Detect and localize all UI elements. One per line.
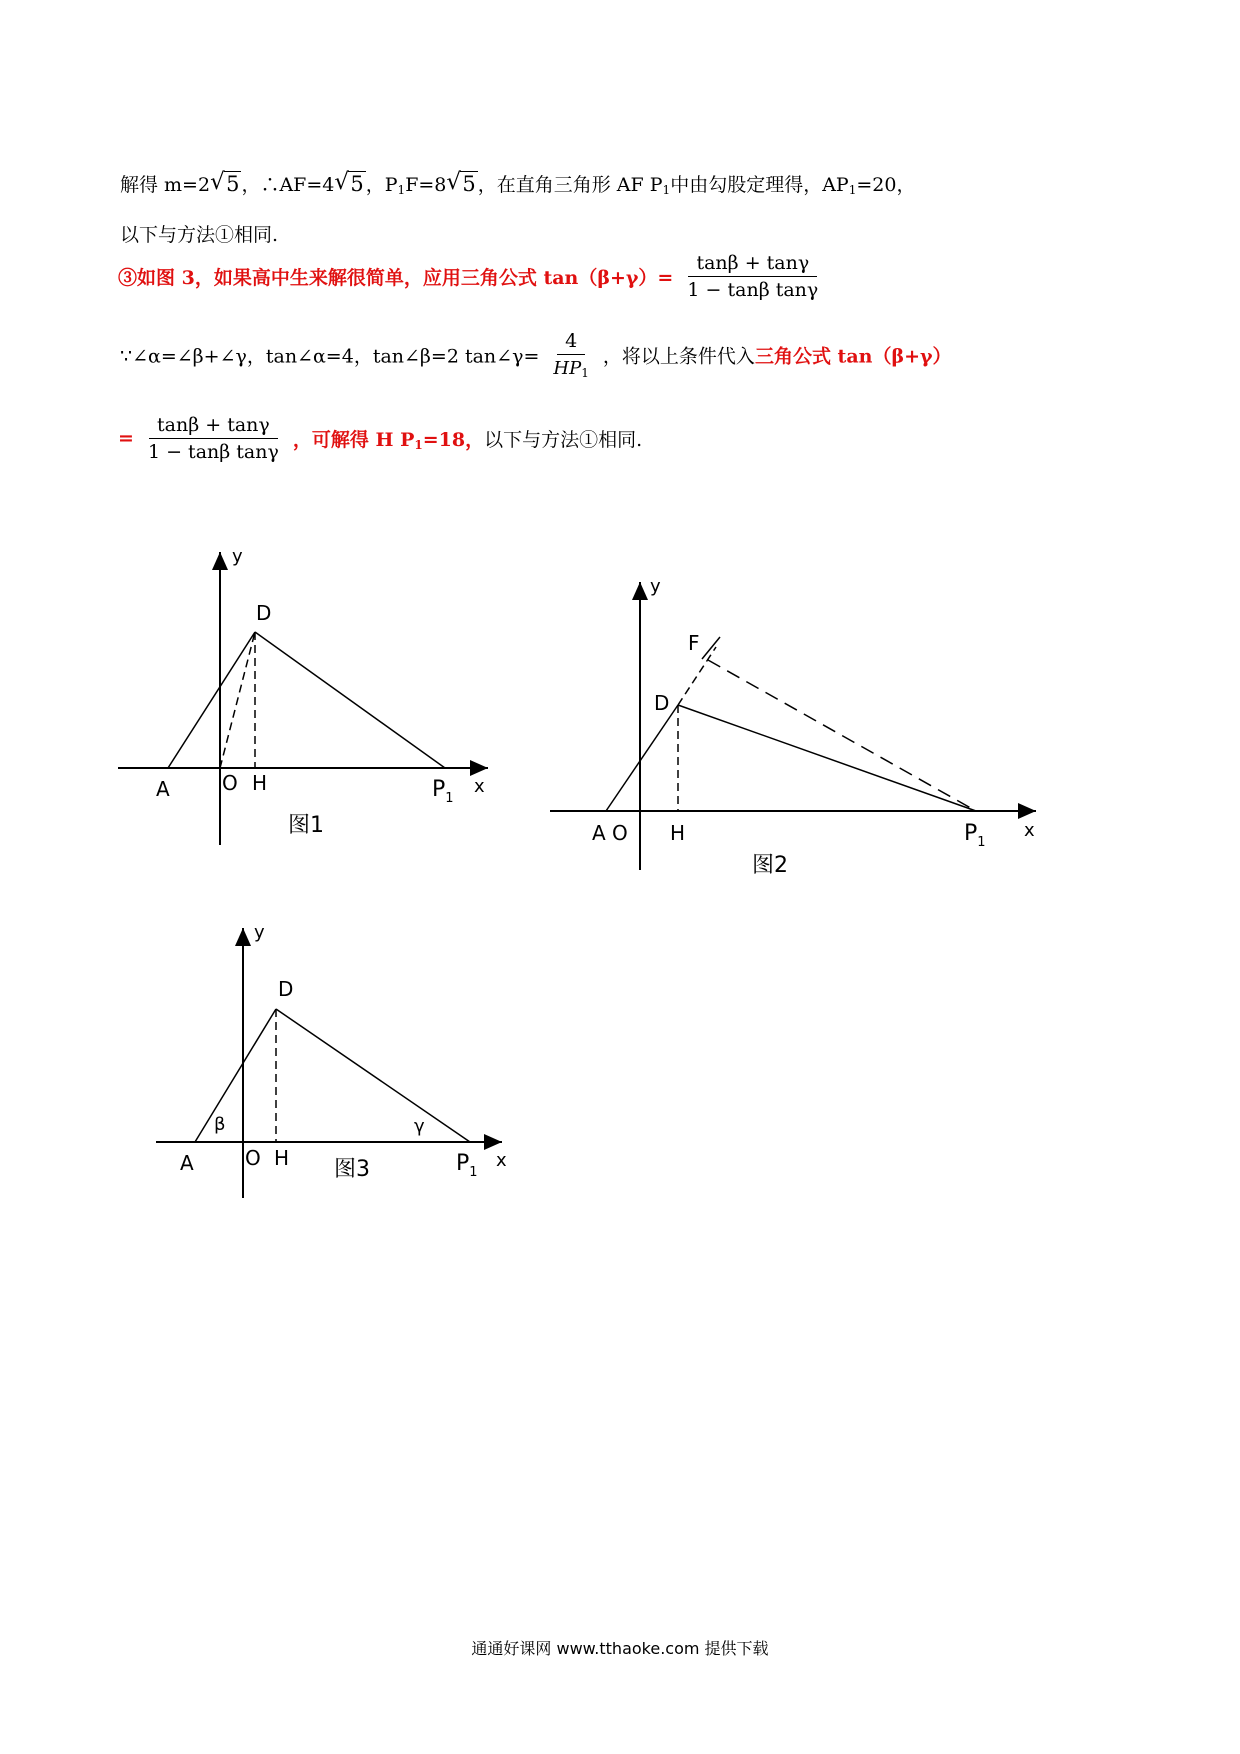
segment-dp <box>276 1009 470 1142</box>
x-axis-label: x <box>496 1150 507 1171</box>
sqrt-expression: √ 5 <box>212 172 241 196</box>
y-axis-label: y <box>254 922 265 943</box>
point-h-label: H <box>670 821 686 845</box>
figure-caption: 图1 <box>288 813 324 838</box>
y-axis-label: y <box>650 576 661 597</box>
angle-beta-label: β <box>214 1114 226 1135</box>
segment-dp <box>255 632 445 768</box>
point-o-label: O <box>245 1146 261 1170</box>
text-line-1: 解得 m=2√ 5 ，∴AF=4√ 5 ，$P_1F=8√$ 5 ，在直角三角形 AF $P_1$中由勾股定理得，$AP_1=20$， <box>120 170 915 197</box>
text-line-4 <box>120 330 952 380</box>
highlighted-text: 三角公式 tan（β+γ） <box>754 345 952 368</box>
figure-caption: 图2 <box>752 853 788 878</box>
highlighted-text: ③如图 3，如果高中生来解很简单，应用三角公式 tan（β+γ）= <box>118 267 674 289</box>
segment-dp <box>678 705 976 811</box>
point-f-label: F <box>688 631 700 655</box>
tan-gamma-fraction: $\frac{4}{HP_1}$ <box>553 330 589 380</box>
sqrt-expression: √ 5 <box>336 172 365 196</box>
point-h-label: H <box>274 1146 290 1170</box>
y-axis-label: y <box>232 546 243 567</box>
point-d-label: D <box>278 977 294 1001</box>
text-segment: F=8 <box>405 174 447 196</box>
text-segment: =20， <box>856 174 916 196</box>
text-segment: ，在直角三角形 AF P <box>477 174 663 196</box>
text-line-5 <box>118 414 642 463</box>
figure-caption: 图3 <box>334 1157 370 1182</box>
segment-ad <box>606 705 678 811</box>
angle-gamma-label: γ <box>414 1116 425 1137</box>
segment-df <box>678 647 716 705</box>
point-h-label: H <box>252 771 268 795</box>
text-segment: 解得 m=2 <box>120 174 211 196</box>
equals-sign: = <box>118 427 134 450</box>
footer-source: 通通好课网 www.tthaoke.com 提供下载 <box>471 1639 769 1658</box>
point-a-label: A <box>592 821 606 845</box>
sqrt-expression: √ 5 <box>448 172 477 196</box>
highlighted-text: ，可解得 H $P_1=18$， <box>292 429 485 452</box>
tan-sum-formula: $\frac{\tan\beta + \tan\gamma}{\text{1 − tanβ tanγ}}$ <box>687 252 819 301</box>
point-a-label: A <box>156 777 170 801</box>
point-p1-label: $P_1$ <box>456 1151 478 1180</box>
text-line-3 <box>118 252 826 301</box>
text-segment: ，将以上条件代入 <box>602 345 755 368</box>
segment-ad <box>168 632 255 768</box>
text-segment: 中由勾股定理得，AP <box>670 174 849 196</box>
point-p1-label: $P_1$ <box>964 821 986 850</box>
figure-1 <box>110 540 500 860</box>
point-a-label: A <box>180 1151 194 1175</box>
text-segment: ∵∠α=∠β+∠γ，tan∠α=4，tan∠β=2 tan∠γ= <box>120 345 540 368</box>
text-segment: 以下与方法①相同. <box>484 429 643 451</box>
tan-sum-formula: $\frac{\tan\beta + \tan\gamma}{\text{1 − tanβ tanγ}}$ <box>147 414 279 463</box>
segment-fp <box>708 660 976 811</box>
x-axis-label: x <box>1024 820 1035 841</box>
figure-2 <box>548 572 1048 882</box>
text-segment: ，∴AF=4 <box>241 174 335 196</box>
segment-ad <box>195 1009 276 1142</box>
figure-3 <box>150 920 530 1210</box>
point-p1-label: $P_1$ <box>432 777 454 806</box>
segment-od <box>220 632 255 768</box>
x-axis-label: x <box>474 776 485 797</box>
point-d-label: D <box>654 691 670 715</box>
text-line-2: 以下与方法①相同. <box>120 224 279 246</box>
point-o-label: O <box>222 771 238 795</box>
point-d-label: D <box>256 601 272 625</box>
text-segment: ，P <box>365 174 398 196</box>
point-o-label: O <box>612 821 628 845</box>
